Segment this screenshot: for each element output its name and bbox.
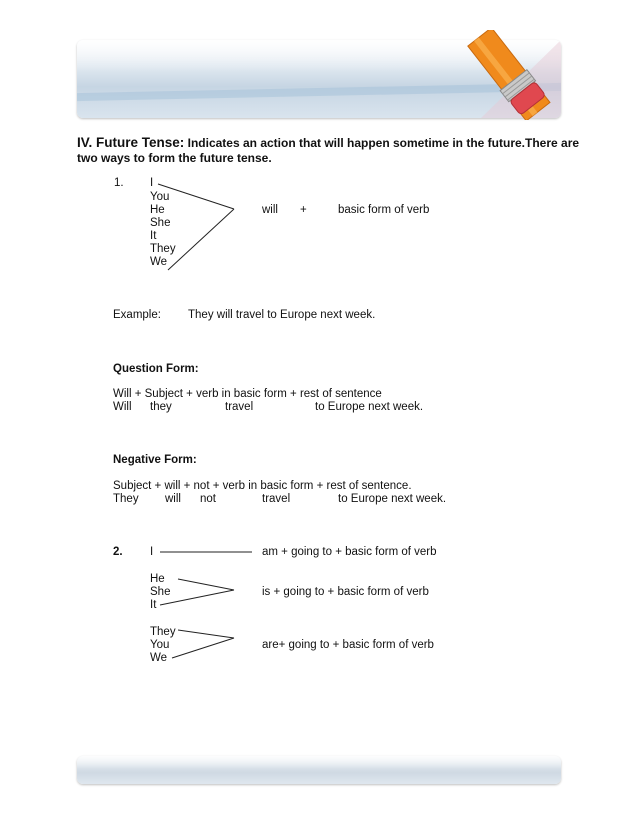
- negative-part-rest: to Europe next week.: [338, 493, 447, 505]
- base-form-text: basic form of verb: [338, 204, 430, 216]
- question-heading: Question Form:: [113, 363, 199, 375]
- pronoun-you: You: [150, 191, 170, 203]
- section2-number: 2.: [113, 546, 123, 558]
- negative-part-will: will: [165, 493, 181, 505]
- group2-rule: are+ going to + basic form of verb: [262, 639, 434, 651]
- example-sentence: They will travel to Europe next week.: [188, 309, 376, 321]
- group2-you: You: [150, 639, 170, 651]
- group1-he: He: [150, 573, 165, 585]
- section2-pronoun-i: I: [150, 546, 154, 558]
- negative-heading: Negative Form:: [113, 454, 197, 466]
- plus-sign: +: [300, 204, 307, 216]
- negative-part-verb: travel: [262, 493, 291, 505]
- will-text: will: [262, 204, 278, 216]
- title-intro: Indicates an action that will happen sometime in the future.There are: [187, 136, 580, 150]
- title-heading: IV. Future Tense:: [77, 135, 185, 150]
- pronoun-we: We: [150, 256, 168, 268]
- pronoun-it: It: [150, 230, 157, 242]
- group1-it: It: [150, 599, 157, 611]
- group1-she: She: [150, 586, 171, 598]
- pronoun-i: I: [150, 177, 154, 189]
- connector-line: [158, 184, 234, 209]
- title-line2: two ways to form the future tense.: [77, 151, 272, 165]
- connector-line: [178, 579, 234, 590]
- group2-we: We: [150, 652, 168, 664]
- pronoun-they: They: [150, 243, 176, 255]
- connector-line: [172, 638, 234, 658]
- group2-they: They: [150, 626, 176, 638]
- group1-rule: is + going to + basic form of verb: [262, 586, 429, 598]
- pronoun-she: She: [150, 217, 171, 229]
- negative-part-not: not: [200, 493, 216, 505]
- pronoun-he: He: [150, 204, 165, 216]
- question-part-rest: to Europe next week.: [315, 401, 424, 413]
- question-rule: Will + Subject + verb in basic form + rest of sentence: [113, 388, 382, 400]
- negative-part-subject: They: [113, 493, 139, 505]
- question-part-will: Will: [113, 401, 132, 413]
- section2-i-rule: am + going to + basic form of verb: [262, 546, 437, 558]
- negative-rule: Subject + will + not + verb in basic form + rest of sentence.: [113, 480, 412, 492]
- section1-number: 1.: [114, 177, 124, 189]
- question-part-verb: travel: [225, 401, 254, 413]
- connector-line: [168, 209, 234, 270]
- example-label: Example:: [113, 309, 161, 321]
- connector-line: [178, 630, 234, 638]
- footer-banner: [77, 756, 561, 784]
- question-part-subject: they: [150, 401, 172, 413]
- connector-line: [160, 590, 234, 605]
